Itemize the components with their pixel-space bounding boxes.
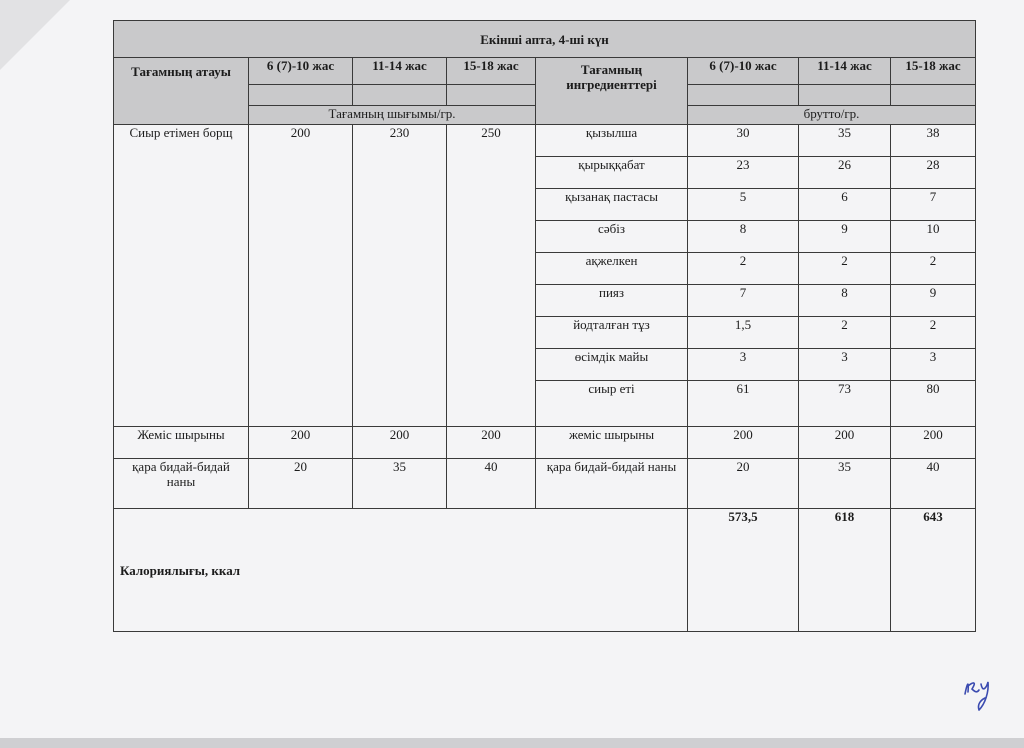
table-row xyxy=(114,125,976,157)
ingredient-value: 2 xyxy=(799,253,891,285)
calories-value: 573,5 xyxy=(688,509,799,632)
ingredient-name: ақжелкен xyxy=(536,253,688,285)
dish-name: Сиыр етімен борщ xyxy=(114,125,249,427)
ingredient-value: 9 xyxy=(891,285,976,317)
ingredient-name: йодталған тұз xyxy=(536,317,688,349)
ingredient-value: 40 xyxy=(891,459,976,509)
calories-row xyxy=(114,509,976,632)
dish-yield: 200 xyxy=(249,427,353,459)
ingredient-value: 26 xyxy=(799,157,891,189)
header-age-1: 6 (7)-10 жас xyxy=(249,58,353,85)
ingredient-value: 6 xyxy=(799,189,891,221)
table-title: Екінші апта, 4-ші күн xyxy=(114,21,976,58)
ingredient-name: қызанақ пастасы xyxy=(536,189,688,221)
ingredient-value: 8 xyxy=(688,221,799,253)
ingredient-name: өсімдік майы xyxy=(536,349,688,381)
header-empty-cell xyxy=(447,85,536,106)
table-row xyxy=(114,427,976,459)
ingredient-name: сәбіз xyxy=(536,221,688,253)
ingredient-value: 2 xyxy=(799,317,891,349)
ingredient-name: пияз xyxy=(536,285,688,317)
dish-yield: 200 xyxy=(249,125,353,427)
ingredient-value: 2 xyxy=(688,253,799,285)
header-yield: Тағамның шығымы/гр. xyxy=(249,106,536,125)
table-row xyxy=(114,459,976,509)
ingredient-name: қызылша xyxy=(536,125,688,157)
ingredient-value: 35 xyxy=(799,125,891,157)
calories-label: Калориялығы, ккал xyxy=(114,509,688,632)
dish-yield: 40 xyxy=(447,459,536,509)
ingredient-value: 3 xyxy=(688,349,799,381)
header-ingredients: Тағамның ингредиенттері xyxy=(536,58,688,125)
ingredient-value: 1,5 xyxy=(688,317,799,349)
ingredient-value: 200 xyxy=(799,427,891,459)
ingredient-value: 200 xyxy=(688,427,799,459)
ingredient-value: 7 xyxy=(688,285,799,317)
ingredient-value: 30 xyxy=(688,125,799,157)
ingredient-name: қара бидай-бидай наны xyxy=(536,459,688,509)
folded-corner xyxy=(0,0,70,70)
header-dish-name: Тағамның атауы xyxy=(114,58,249,125)
handwritten-signature xyxy=(955,664,1005,714)
header-ing-age-1: 6 (7)-10 жас xyxy=(688,58,799,85)
ingredient-value: 10 xyxy=(891,221,976,253)
ingredient-value: 2 xyxy=(891,317,976,349)
ingredient-name: жеміс шырыны xyxy=(536,427,688,459)
ingredient-value: 35 xyxy=(799,459,891,509)
dish-yield: 200 xyxy=(447,427,536,459)
dish-yield: 35 xyxy=(353,459,447,509)
ingredient-value: 73 xyxy=(799,381,891,427)
calories-value: 618 xyxy=(799,509,891,632)
dish-name: Жеміс шырыны xyxy=(114,427,249,459)
ingredient-value: 8 xyxy=(799,285,891,317)
ingredient-value: 3 xyxy=(799,349,891,381)
ingredient-name: қырыққабат xyxy=(536,157,688,189)
ingredient-value: 2 xyxy=(891,253,976,285)
page-edge xyxy=(0,738,1024,748)
ingredient-value: 61 xyxy=(688,381,799,427)
header-gross: брутто/гр. xyxy=(688,106,976,125)
ingredient-value: 28 xyxy=(891,157,976,189)
ingredient-value: 23 xyxy=(688,157,799,189)
header-empty-cell xyxy=(799,85,891,106)
header-empty-cell xyxy=(891,85,976,106)
menu-table xyxy=(113,20,976,632)
dish-yield: 230 xyxy=(353,125,447,427)
ingredient-value: 80 xyxy=(891,381,976,427)
ingredient-value: 9 xyxy=(799,221,891,253)
header-empty-cell xyxy=(688,85,799,106)
dish-name: қара бидай-бидай наны xyxy=(114,459,249,509)
calories-value: 643 xyxy=(891,509,976,632)
header-ing-age-3: 15-18 жас xyxy=(891,58,976,85)
ingredient-value: 38 xyxy=(891,125,976,157)
ingredient-value: 7 xyxy=(891,189,976,221)
dish-yield: 250 xyxy=(447,125,536,427)
dish-yield: 200 xyxy=(353,427,447,459)
ingredient-value: 200 xyxy=(891,427,976,459)
header-empty-cell xyxy=(249,85,353,106)
header-empty-cell xyxy=(353,85,447,106)
ingredient-value: 5 xyxy=(688,189,799,221)
header-age-3: 15-18 жас xyxy=(447,58,536,85)
header-ing-age-2: 11-14 жас xyxy=(799,58,891,85)
ingredient-name: сиыр еті xyxy=(536,381,688,427)
ingredient-value: 3 xyxy=(891,349,976,381)
header-age-2: 11-14 жас xyxy=(353,58,447,85)
dish-yield: 20 xyxy=(249,459,353,509)
ingredient-value: 20 xyxy=(688,459,799,509)
